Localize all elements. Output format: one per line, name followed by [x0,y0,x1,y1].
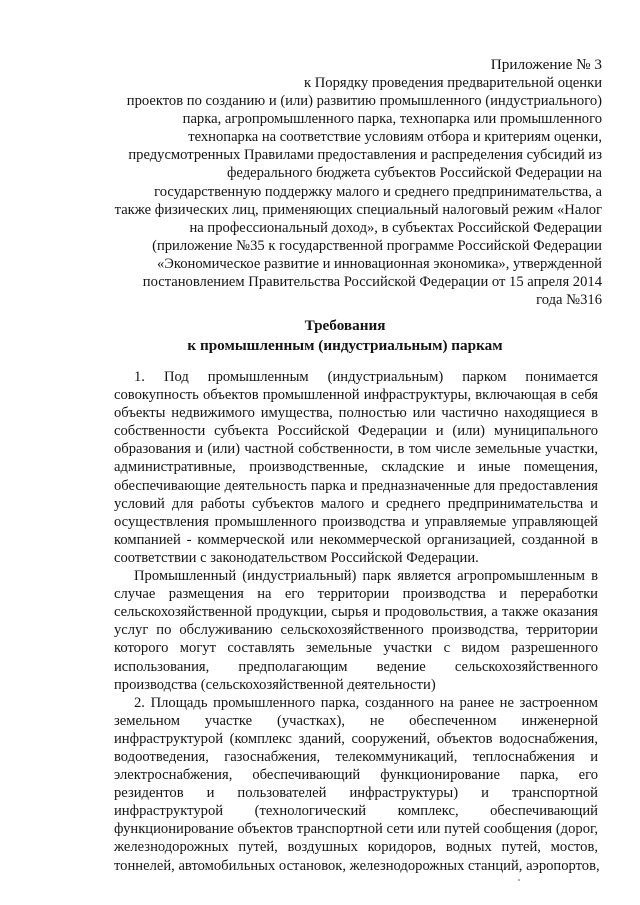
scan-speck [518,879,520,881]
appendix-line: на профессиональный доход», в субъектах Российской Федерации [189,219,602,236]
body-line: компанией - коммерческой или некоммерческой организацией, созданной в [114,531,598,548]
appendix-line: проектов по созданию и (или) развитию промышленного (индустриального) [126,93,602,110]
heading-title: Требования [304,317,386,334]
body-line: использования, предполагающим ведение сельскохозяйственного [114,658,598,675]
appendix-line: парка, агропромышленного парка, технопарка или промышленного [182,111,602,128]
appendix-line: (приложение №35 к государственной программе Российской Федерации [152,237,602,254]
body-line: водоотведения, газоснабжения, телекоммуникаций, теплоснабжения и [114,748,598,765]
body-line: функционирование объектов транспортной сети или путей сообщения (дорог, [114,821,598,838]
appendix-line: года №316 [536,292,602,309]
appendix-reference [96,74,602,309]
body-line: случае размещения на его территории производства и переработки [114,586,598,603]
body-line: условий для работы субъектов малого и среднего предпринимательства и [114,495,598,512]
body-line: земельном участке (участках), не обеспеченном инженерной [114,712,598,729]
body-line: образования и (или) частной собственности, в том числе земельные участки, [114,441,598,458]
appendix-line: предусмотренных Правилами предоставления и распределения субсидий из [128,147,602,164]
appendix-title: Приложение № 3 [490,56,602,73]
body-line: осуществления промышленного производства и управляемые управляющей [114,513,598,530]
body-line: административные, производственные, складские и иные помещения, [114,459,598,476]
appendix-line: «Экономическое развитие и инновационная экономика», утвержденной [156,255,602,272]
body-line: соответствии с законодательством Российской Федерации. [114,549,479,566]
body-line: услуг по обслуживанию сельскохозяйственного производства, территории [114,622,598,639]
body-line: которого могут составлять земельные участки с видом разрешенного [114,640,598,657]
body-line: производства (сельскохозяйственной деятельности) [114,676,436,693]
document-heading [100,316,590,355]
appendix-line: также физических лиц, применяющих специальный налоговый режим «Налог [114,201,602,218]
body-line: Промышленный (индустриальный) парк является агропромышленным в [134,568,598,585]
body-line: тоннелей, автомобильных остановок, железнодорожных станций, аэропортов, [114,857,600,874]
appendix-line: к Порядку проведения предварительной оценки [304,75,602,91]
body-line: 1. Под промышленным (индустриальным) парком понимается [134,369,598,385]
body-line: резидентов и пользователей инфраструктуры) и транспортной [114,785,598,802]
body-line: 2. Площадь промышленного парка, созданного на ранее не застроенном [134,694,598,711]
heading-subtitle: к промышленным (индустриальным) паркам [187,336,503,354]
appendix-line: постановлением Правительства Российской Федерации от 15 апреля 2014 [142,274,602,291]
body-line: обеспечивающие деятельность парка и предназначенные для предоставления [114,477,598,494]
appendix-line: федерального бюджета субъектов Российской Федерации на [226,165,602,182]
body-line: инфраструктурой (технологический комплекс, обеспечивающий [114,803,598,820]
body-line: собственности субъекта Российской Федерации и (или) муниципального [114,423,598,440]
body-line: электроснабжения, обеспечивающий функционирование парка, его [114,767,598,784]
body-line: железнодорожных путей, воздушных коридоров, водных путей, мостов, [114,839,598,856]
body-line: инфраструктурой (комплекс зданий, сооружений, объектов водоснабжения, [114,730,598,747]
body-line: объекты недвижимого имущества, полностью или частично находящиеся в [114,405,598,422]
body-line: совокупность объектов промышленной инфраструктуры, включающая в себя [114,387,598,404]
appendix-line: технопарка на соответствие условиям отбора и критериям оценки, [188,129,602,146]
appendix-line: государственную поддержку малого и среднего предпринимательства, а [154,183,602,200]
document-body [114,368,598,875]
body-line: сельскохозяйственной продукции, сырья и продовольствия, а также оказания [114,604,598,621]
